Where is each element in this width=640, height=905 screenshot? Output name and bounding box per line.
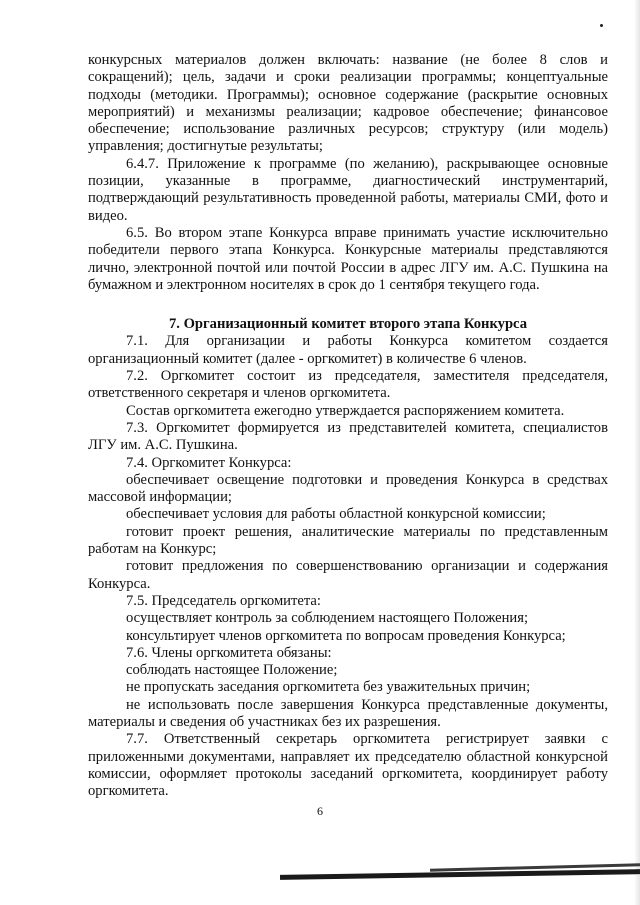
list-item-improvement-proposals: готовит предложения по совершенствованию организации и содержания Конкурса. bbox=[88, 558, 608, 592]
paragraph-6-5: 6.5. Во втором этапе Конкурса вправе принимать участие исключительно победители первого этапа Конкурса. Конкурсные материалы представляются лично, электронной почтой или почтой России в адрес ЛГУ им. А.С. Пушкина на бумажном и электронном носителях в срок до 1 сентября текущего года. bbox=[88, 224, 608, 293]
paragraph-7-7: 7.7. Ответственный секретарь оргкомитета регистрирует заявки с приложенными документами, направляет их председателю областной конкурсной комиссии, оформляет протоколы заседаний оргкомитета, координирует работу оргкомитета. bbox=[88, 731, 608, 800]
paragraph-committee-composition: Состав оргкомитета ежегодно утверждается распоряжением комитета. bbox=[126, 402, 565, 419]
list-item-commission-conditions: обеспечивает условия для работы областной конкурсной комиссии; bbox=[126, 506, 546, 523]
paragraph-program-contents: конкурсных материалов должен включать: название (не более 8 слов и сокращений); цель, задачи и сроки реализации программы; концептуальные подходы (методики. Программы); основное содержание (раскрытие основных мероприятий) и механизмы реализации; кадровое обеспечение; финансовое обеспечение; использование различных ресурсов; структуру (или модель) управления; достигнутые результаты; bbox=[88, 52, 608, 155]
list-item-control: осуществляет контроль за соблюдением настоящего Положения; bbox=[126, 610, 529, 627]
list-item-media-coverage: обеспечивает освещение подготовки и проведения Конкурса в средствах массовой информации; bbox=[88, 471, 608, 506]
paragraph-7-4: 7.4. Оргкомитет Конкурса: bbox=[126, 454, 292, 471]
section-title-7: 7. Организационный комитет второго этапа Конкурса bbox=[168, 316, 528, 333]
list-item-no-use: не использовать после завершения Конкурса представленные документы, материалы и сведения об участниках без их разрешения. bbox=[88, 696, 608, 730]
page-number: 6 bbox=[317, 804, 323, 818]
scan-edge-shadow bbox=[634, 0, 640, 905]
list-item-comply: соблюдать настоящее Положение; bbox=[126, 662, 338, 679]
paragraph-7-5: 7.5. Председатель оргкомитета: bbox=[126, 592, 321, 609]
list-item-draft-decision: готовит проект решения, аналитические материалы по представленным работам на Конкурс; bbox=[88, 523, 608, 558]
paragraph-7-2: 7.2. Оргкомитет состоит из председателя, заместителя председателя, ответственного секретаря и членов оргкомитета. bbox=[88, 368, 608, 402]
paragraph-7-6: 7.6. Члены оргкомитета обязаны: bbox=[126, 644, 332, 661]
list-item-attendance: не пропускать заседания оргкомитета без уважительных причин; bbox=[126, 679, 531, 696]
paragraph-6-4-7: 6.4.7. Приложение к программе (по желанию), раскрывающее основные позиции, указанные в программе, диагностический инструментарий, подтверждающий результативность проведенной работы, материалы СМИ, фото и видео. bbox=[88, 155, 608, 224]
document-body bbox=[88, 52, 608, 800]
scan-speck bbox=[600, 24, 603, 27]
paragraph-7-1: 7.1. Для организации и работы Конкурса комитетом создается организационный комитет (далее - оргкомитет) в количестве 6 членов. bbox=[88, 333, 608, 367]
paragraph-7-3: 7.3. Оргкомитет формируется из представителей комитета, специалистов ЛГУ им. А.С. Пушкина. bbox=[88, 419, 608, 454]
list-item-consults: консультирует членов оргкомитета по вопросам проведения Конкурса; bbox=[126, 627, 566, 644]
